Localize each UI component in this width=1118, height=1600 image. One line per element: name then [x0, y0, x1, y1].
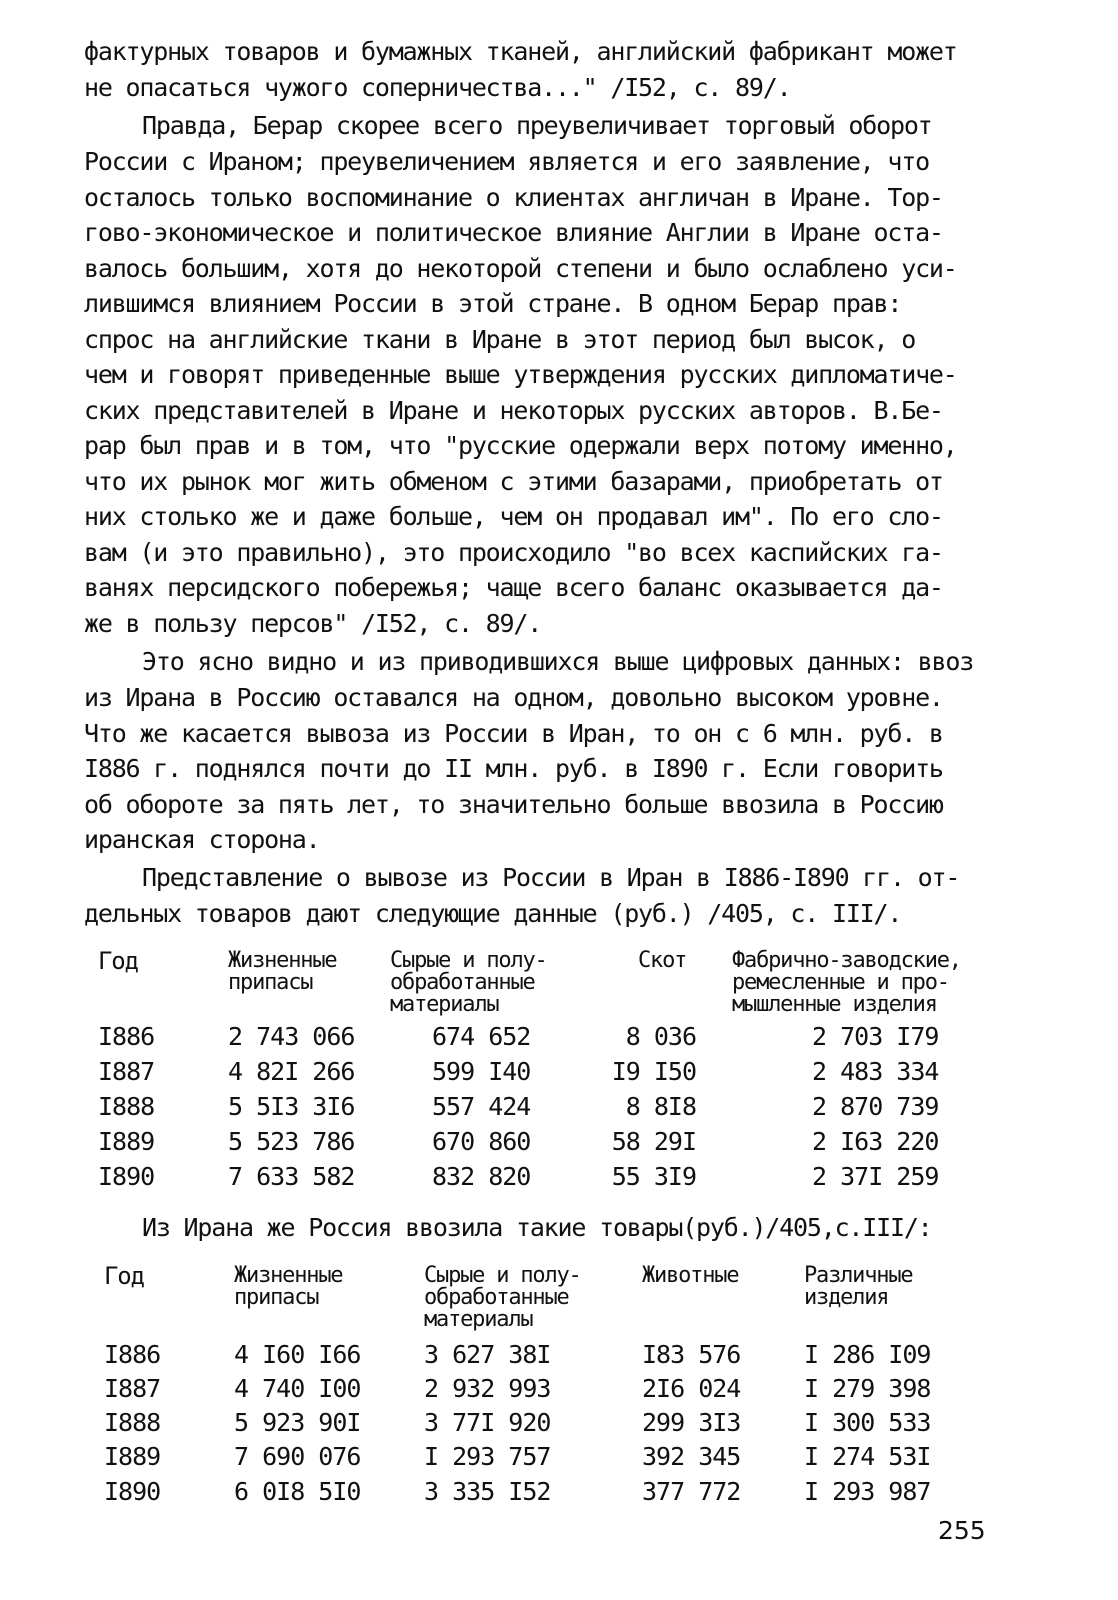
page-number: 255	[938, 1516, 986, 1545]
table-cell-cattle: 55 3I9	[611, 1162, 696, 1191]
table-cell-year: I889	[98, 1127, 155, 1156]
table-cell-cattle: 58 29I	[611, 1127, 696, 1156]
table-cell-misc: I 300 533	[804, 1408, 931, 1437]
table-cell-raw: 3 335 I52	[424, 1477, 551, 1506]
table-cell-manufactured: 2 483 334	[812, 1057, 939, 1086]
text-line: иранская сторона.	[84, 825, 320, 854]
table-cell-year: I890	[104, 1477, 161, 1506]
text-line: дельных товаров дают следующие данные (руб.) /405, с. III/.	[84, 899, 902, 928]
table-cell-year: I887	[98, 1057, 155, 1086]
table-cell-food: 4 I60 I66	[234, 1340, 361, 1369]
text-line: рар был прав и в том, что "русские одержали верх потому именно,	[84, 431, 957, 460]
table-cell-raw: 670 860	[432, 1127, 531, 1156]
text-line: что их рынок мог жить обменом с этими базарами, приобретать от	[84, 467, 943, 496]
text-line: чем и говорят приведенные выше утверждения русских дипломатиче-	[84, 360, 957, 389]
table-header-raw: Сырые и полу- обработанные материалы	[424, 1263, 581, 1332]
text-line: же в пользу персов" /I52, с. 89/.	[84, 609, 542, 638]
table-cell-food: 4 740 I00	[234, 1374, 361, 1403]
text-line: Из Ирана же Россия ввозила такие товары(руб.)/405,с.III/:	[142, 1213, 932, 1242]
text-line: ванях персидского побережья; чаще всего баланс оказывается да-	[84, 573, 943, 602]
table-header-food: Жизненные припасы	[234, 1263, 343, 1310]
table-cell-food: 2 743 066	[228, 1022, 355, 1051]
table-header-raw: Сырые и полу- обработанные материалы	[390, 948, 547, 1017]
table-cell-animals: 2I6 024	[642, 1374, 741, 1403]
table-cell-year: I888	[98, 1092, 155, 1121]
text-line: I886 г. поднялся почти до II млн. руб. в I890 г. Если говорить	[84, 754, 943, 783]
table-cell-animals: 299 3I3	[642, 1408, 741, 1437]
text-line: валось большим, хотя до некоторой степени и было ослаблено уси-	[84, 254, 957, 283]
table-cell-animals: 377 772	[642, 1477, 741, 1506]
table-cell-raw: 599 I40	[432, 1057, 531, 1086]
text-line: Что же касается вывоза из России в Иран, то он с 6 млн. руб. в	[84, 719, 943, 748]
text-line: России с Ираном; преувеличением является и его заявление, что	[84, 147, 929, 176]
table-cell-raw: 832 820	[432, 1162, 531, 1191]
table-cell-manufactured: 2 37I 259	[812, 1162, 939, 1191]
table-header-year: Год	[98, 947, 138, 975]
table-cell-year: I888	[104, 1408, 161, 1437]
table-cell-year: I886	[104, 1340, 161, 1369]
text-line: них столько же и даже больше, чем он продавал им". По его сло-	[84, 502, 943, 531]
table-cell-year: I887	[104, 1374, 161, 1403]
table-cell-manufactured: 2 I63 220	[812, 1127, 939, 1156]
table-cell-misc: I 279 398	[804, 1374, 931, 1403]
text-line: осталось только воспоминание о клиентах англичан в Иране. Тор-	[84, 183, 943, 212]
table-cell-raw: I 293 757	[424, 1442, 551, 1471]
text-line: фактурных товаров и бумажных тканей, английский фабрикант может	[84, 37, 957, 66]
table-cell-food: 5 923 90I	[234, 1408, 361, 1437]
table-cell-animals: I83 576	[642, 1340, 741, 1369]
table-cell-food: 6 0I8 5I0	[234, 1477, 361, 1506]
table-cell-animals: 392 345	[642, 1442, 741, 1471]
table-cell-raw: 3 77I 920	[424, 1408, 551, 1437]
table-cell-cattle: 8 036	[625, 1022, 696, 1051]
table-cell-year: I886	[98, 1022, 155, 1051]
text-line: Правда, Берар скорее всего преувеличивает торговый оборот	[142, 111, 932, 140]
table-cell-raw: 557 424	[432, 1092, 531, 1121]
table-header-animals: Животные	[642, 1263, 739, 1288]
text-line: лившимся влиянием России в этой стране. В одном Берар прав:	[84, 289, 902, 318]
table-cell-raw: 3 627 38I	[424, 1340, 551, 1369]
table-cell-food: 7 690 076	[234, 1442, 361, 1471]
table-cell-food: 4 82I 266	[228, 1057, 355, 1086]
table-cell-misc: I 274 53I	[804, 1442, 931, 1471]
table-cell-manufactured: 2 703 I79	[812, 1022, 939, 1051]
text-line: спрос на английские ткани в Иране в этот период был высок, о	[84, 325, 916, 354]
text-line: об обороте за пять лет, то значительно больше ввозила в Россию	[84, 790, 943, 819]
table-header-misc: Различные изделия	[804, 1263, 913, 1310]
text-line: не опасаться чужого соперничества..." /I52, с. 89/.	[84, 73, 791, 102]
text-line: Представление о вывозе из России в Иран в I886-I890 гг. от-	[142, 863, 960, 892]
table-header-manufactured: Фабрично-заводские, ремесленные и про- мышленные изделия	[732, 948, 961, 1017]
table-cell-year: I890	[98, 1162, 155, 1191]
table-cell-manufactured: 2 870 739	[812, 1092, 939, 1121]
table-header-year: Год	[104, 1262, 144, 1290]
table-cell-food: 5 523 786	[228, 1127, 355, 1156]
table-cell-raw: 2 932 993	[424, 1374, 551, 1403]
text-line: гово-экономическое и политическое влияние Англии в Иране оста-	[84, 218, 943, 247]
text-line: Это ясно видно и из приводившихся выше цифровых данных: ввоз	[142, 647, 974, 676]
table-cell-food: 7 633 582	[228, 1162, 355, 1191]
table-cell-misc: I 293 987	[804, 1477, 931, 1506]
table-header-food: Жизненные припасы	[228, 948, 337, 995]
table-cell-cattle: I9 I50	[611, 1057, 696, 1086]
table-cell-misc: I 286 I09	[804, 1340, 931, 1369]
table-header-cattle: Скот	[638, 948, 687, 973]
text-line: вам (и это правильно), это происходило "во всех каспийских га-	[84, 538, 943, 567]
table-cell-food: 5 5I3 3I6	[228, 1092, 355, 1121]
text-line: ских представителей в Иране и некоторых русских авторов. В.Бе-	[84, 396, 943, 425]
table-cell-cattle: 8 8I8	[625, 1092, 696, 1121]
table-cell-raw: 674 652	[432, 1022, 531, 1051]
table-cell-year: I889	[104, 1442, 161, 1471]
text-line: из Ирана в Россию оставался на одном, довольно высоком уровне.	[84, 683, 943, 712]
